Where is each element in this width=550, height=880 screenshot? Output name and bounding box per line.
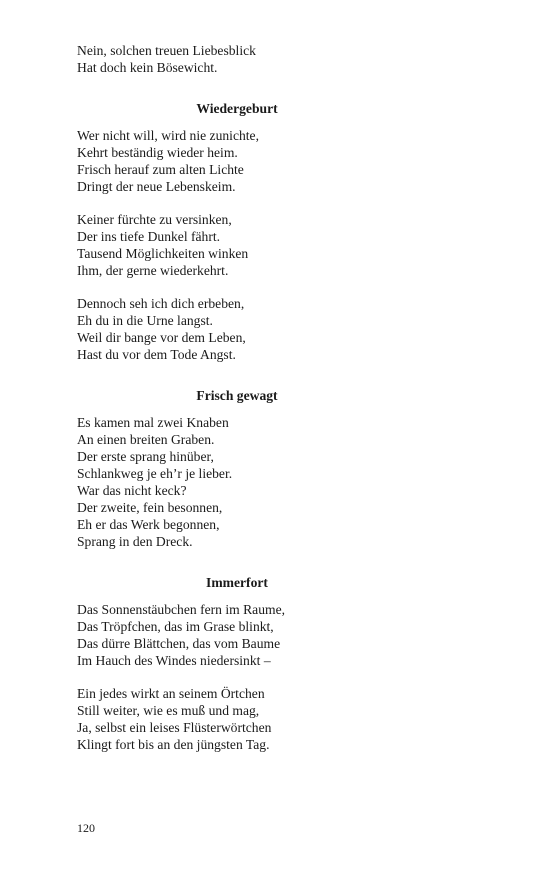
stanza xyxy=(77,295,397,363)
verse-line: Eh er das Werk begonnen, xyxy=(77,517,220,532)
verse-line: Eh du in die Urne langst. xyxy=(77,313,213,328)
verse-line: Im Hauch des Windes niedersinkt – xyxy=(77,653,271,668)
verse-line: War das nicht keck? xyxy=(77,483,187,498)
stanza xyxy=(77,127,397,195)
verse-line: Ein jedes wirkt an seinem Örtchen xyxy=(77,686,265,701)
verse-line: Das dürre Blättchen, das vom Baume xyxy=(77,636,281,651)
verse-line: Kehrt beständig wieder heim. xyxy=(77,145,238,160)
verse-line: Nein, solchen treuen Liebesblick xyxy=(77,43,256,58)
verse-line: Hat doch kein Bösewicht. xyxy=(77,60,218,75)
verse-line: Still weiter, wie es muß und mag, xyxy=(77,703,260,718)
stanza xyxy=(77,601,397,669)
verse-line: Der ins tiefe Dunkel fährt. xyxy=(77,229,221,244)
verse-line: Der erste sprang hinüber, xyxy=(77,449,214,464)
verse-line: Keiner fürchte zu versinken, xyxy=(77,212,232,227)
verse-line: Ja, selbst ein leises Flüsterwörtchen xyxy=(77,720,272,735)
verse-line: Sprang in den Dreck. xyxy=(77,534,193,549)
verse-line: Das Tröpfchen, das im Grase blinkt, xyxy=(77,619,274,634)
stanza xyxy=(77,42,397,76)
verse-line: Wer nicht will, wird nie zunichte, xyxy=(77,128,259,143)
verse-line: Weil dir bange vor dem Leben, xyxy=(77,330,246,345)
verse-line: Klingt fort bis an den jüngsten Tag. xyxy=(77,737,270,752)
verse-line: An einen breiten Graben. xyxy=(77,432,215,447)
verse-line: Tausend Möglichkeiten winken xyxy=(77,246,249,261)
verse-line: Der zweite, fein besonnen, xyxy=(77,500,223,515)
poem-continuation xyxy=(77,42,397,76)
book-page xyxy=(77,42,397,753)
verse-line: Dringt der neue Lebenskeim. xyxy=(77,179,236,194)
poem-title: Frisch gewagt xyxy=(196,388,278,403)
page-number: 120 xyxy=(77,821,95,835)
verse-line: Schlankweg je eh’r je lieber. xyxy=(77,466,233,481)
stanza xyxy=(77,211,397,279)
verse-line: Dennoch seh ich dich erbeben, xyxy=(77,296,245,311)
verse-line: Ihm, der gerne wiederkehrt. xyxy=(77,263,229,278)
poem-wiedergeburt xyxy=(77,100,397,363)
poem-title: Wiedergeburt xyxy=(196,101,278,116)
verse-line: Frisch herauf zum alten Lichte xyxy=(77,162,244,177)
stanza xyxy=(77,685,397,753)
verse-line: Hast du vor dem Tode Angst. xyxy=(77,347,236,362)
stanza xyxy=(77,414,397,550)
poem-title: Immerfort xyxy=(206,575,268,590)
poem-immerfort xyxy=(77,574,397,753)
verse-line: Das Sonnenstäubchen fern im Raume, xyxy=(77,602,286,617)
verse-line: Es kamen mal zwei Knaben xyxy=(77,415,229,430)
poem-frisch-gewagt xyxy=(77,387,397,550)
